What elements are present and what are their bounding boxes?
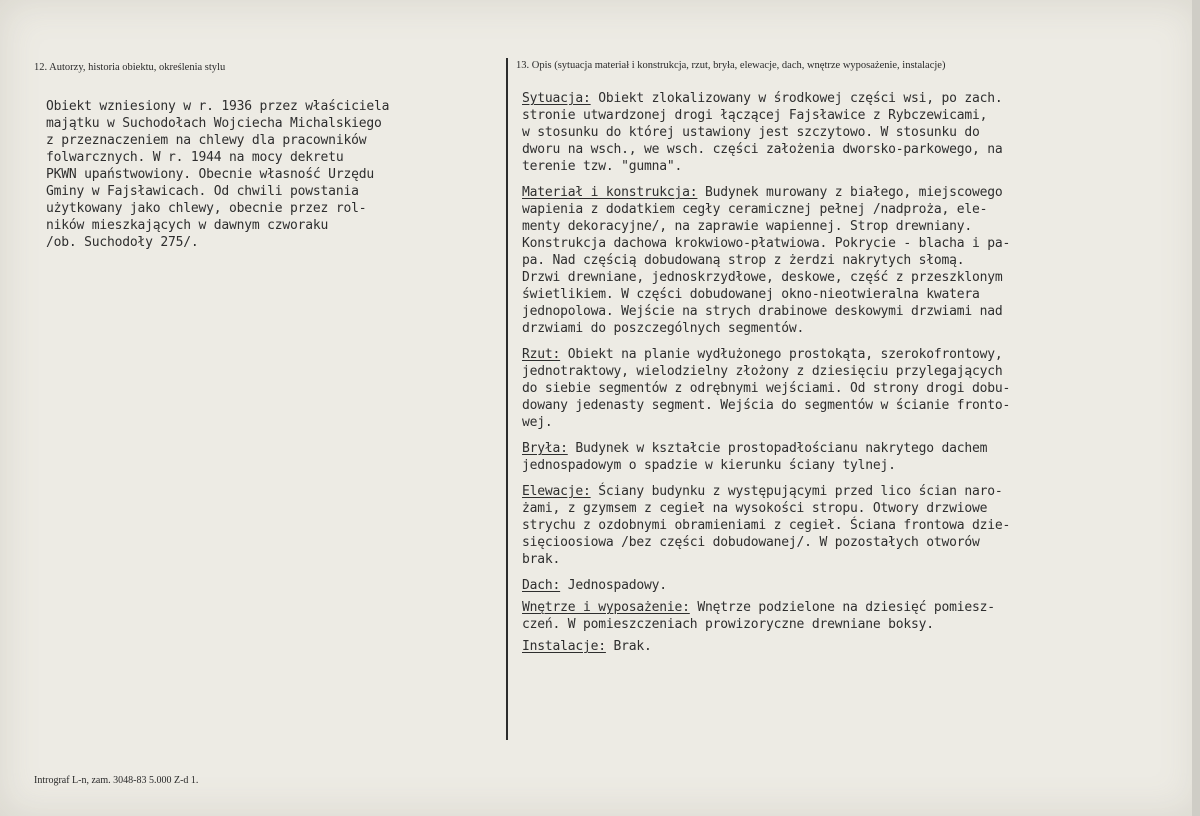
history-line: /ob. Suchodoły 275/. (46, 235, 199, 250)
section-elewacje (522, 483, 1010, 568)
section-line: czeń. W pomieszczeniach prowizoryczne drewniane boksy. (522, 617, 934, 632)
section-line: wapienia z dodatkiem cegły ceramicznej pełnej /nadproża, ele- (522, 202, 988, 217)
history-line: z przeznaczeniem na chlewy dla pracowników (46, 133, 367, 148)
section-label: Instalacje: (522, 639, 606, 654)
section-line: terenie tzw. "gumna". (522, 159, 683, 174)
section-line: żami, z gzymsem z cegieł na wysokości stropu. Otwory drzwiowe (522, 501, 988, 516)
section-line: sięcioosiowa /bez części dobudowanej/. W pozostałych otworów (522, 535, 980, 550)
card-edge (1192, 0, 1200, 816)
description-text (522, 90, 1010, 664)
section-line: jednopolowa. Wejście na strych drabinowe deskowymi drzwiami nad (522, 304, 1003, 319)
section-rzut (522, 346, 1010, 431)
section-label: Elewacje: (522, 484, 591, 499)
section-line: Konstrukcja dachowa krokwiowo-płatwiowa. Pokrycie - blacha i pa- (522, 236, 1011, 251)
history-line: folwarcznych. W r. 1944 na mocy dekretu (46, 150, 344, 165)
section-line: jednospadowym o spadzie w kierunku ściany tylnej. (522, 458, 896, 473)
section-line: Jednospadowy. (560, 578, 667, 593)
section-13-header: 13. Opis (sytuacja materiał i konstrukcja, rzut, bryła, elewacje, dach, wnętrze wyposażenie, instalacje) (516, 60, 946, 71)
column-divider (506, 58, 508, 740)
section-label: Wnętrze i wyposażenie: (522, 600, 690, 615)
history-line: majątku w Suchodołach Wojciecha Michalskiego (46, 116, 382, 131)
section-line: Obiekt na planie wydłużonego prostokąta, szerokofrontowy, (560, 347, 1003, 362)
section-line: Budynek w kształcie prostopadłościanu nakrytego dachem (567, 441, 988, 456)
section-sytuacja (522, 90, 1010, 175)
section-line: do siebie segmentów z odrębnymi wejściami. Od strony drogi dobu- (522, 381, 1011, 396)
history-line: ników mieszkających w dawnym czworaku (46, 218, 329, 233)
section-line: Wnętrze podzielone na dziesięć pomiesz- (689, 600, 995, 615)
section-wnetrze (522, 599, 1010, 633)
section-line: Brak. (605, 639, 652, 654)
history-line: Gminy w Fajsławicach. Od chwili powstania (46, 184, 359, 199)
section-label: Rzut: (522, 347, 561, 362)
history-line: Obiekt wzniesiony w r. 1936 przez właściciela (46, 99, 390, 114)
section-line: pa. Nad częścią dobudowaną strop z żerdzi nakrytych słomą. (522, 253, 965, 268)
section-line: świetlikiem. W części dobudowanej okno-nieotwieralna kwatera (522, 287, 980, 302)
section-dach (522, 577, 1010, 594)
section-line: Drzwi drewniane, jednoskrzydłowe, deskowe, część z przeszklonym (522, 270, 1003, 285)
section-line: Obiekt zlokalizowany w środkowej części wsi, po zach. (590, 91, 1003, 106)
section-line: Ściany budynku z występującymi przed lico ścian naro- (590, 484, 1003, 499)
section-line: drzwiami do poszczególnych segmentów. (522, 321, 805, 336)
section-label: Dach: (522, 578, 561, 593)
section-line: stronie utwardzonej drogi łączącej Fajsławice z Rybczewicami, (522, 108, 988, 123)
section-bryla (522, 440, 1010, 474)
section-label: Materiał i konstrukcja: (522, 185, 698, 200)
history-text (46, 98, 389, 251)
section-line: jednotraktowy, wielodzielny złożony z dziesięciu przylegających (522, 364, 1003, 379)
section-12-header: 12. Autorzy, historia obiektu, określenia stylu (34, 62, 226, 73)
section-line: Budynek murowany z białego, miejscowego (697, 185, 1003, 200)
section-line: wej. (522, 415, 553, 430)
section-instalacje (522, 638, 1010, 655)
printer-imprint: Intrograf L-n, zam. 3048-83 5.000 Z-d 1. (34, 775, 199, 786)
section-line: brak. (522, 552, 561, 567)
section-line: dowany jedenasty segment. Wejścia do segmentów w ścianie fronto- (522, 398, 1011, 413)
section-line: strychu z ozdobnymi obramieniami z cegieł. Ściana frontowa dzie- (522, 518, 1011, 533)
section-line: w stosunku do której ustawiony jest szczytowo. W stosunku do (522, 125, 980, 140)
history-line: PKWN upaństwowiony. Obecnie własność Urzędu (46, 167, 374, 182)
section-material (522, 184, 1010, 337)
history-line: użytkowany jako chlewy, obecnie przez rol- (46, 201, 367, 216)
section-line: menty dekoracyjne/, na zaprawie wapiennej. Strop drewniany. (522, 219, 972, 234)
section-line: dworu na wsch., we wsch. części założenia dworsko-parkowego, na (522, 142, 1003, 157)
section-label: Bryła: (522, 441, 568, 456)
section-label: Sytuacja: (522, 91, 591, 106)
